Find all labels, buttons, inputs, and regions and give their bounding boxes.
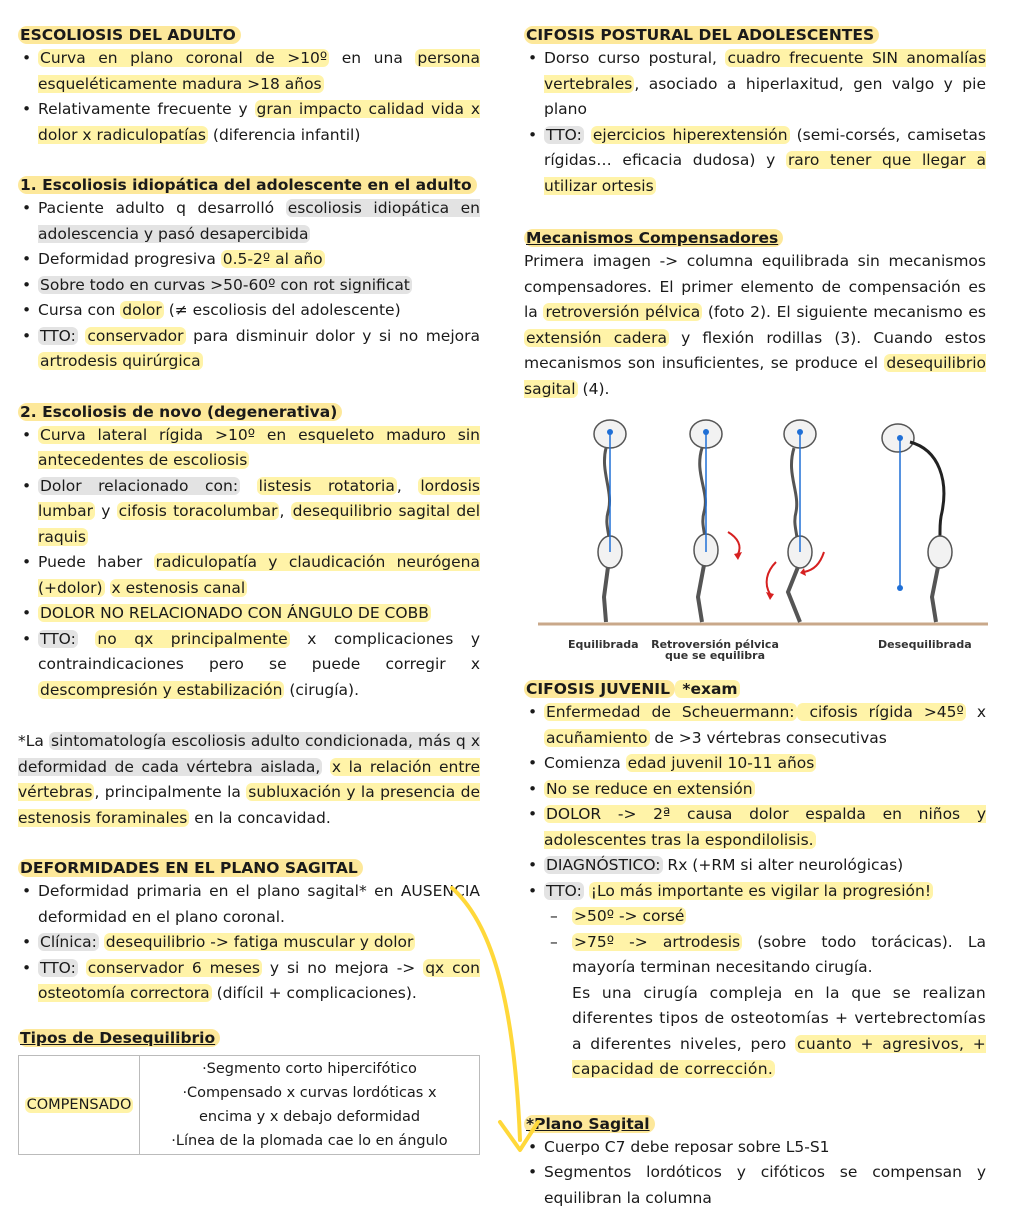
list-item: • Relativamente frecuente y gran impacto calidad vida x dolor x radiculopatías (diferencia infantil) bbox=[18, 97, 480, 148]
cirugia-paragraph: Es una cirugía compleja en la que se realizan diferentes tipos de osteotomías + vertebrectomías a diferentes niveles, pero cuanto + agresivos, + capacidad de corrección. bbox=[572, 983, 986, 1078]
section-title-tipos-desequilibrio: Tipos de Desequilibrio bbox=[18, 1027, 480, 1049]
mecanismos-paragraph: Primera imagen -> columna equilibrada sin mecanismos compensadores. El primer elemento de compensación es la retroversión pélvica (foto 2). El siguiente mecanismo es extensión cadera y flexión rodillas (3). Cuando estos mecanismos son insuficientes, se produce el desequilibrio sagital (4). bbox=[524, 252, 986, 398]
list-item: • Clínica: desequilibrio -> fatiga muscular y dolor bbox=[18, 930, 480, 956]
cifosis-postural-list bbox=[524, 46, 986, 199]
right-column bbox=[524, 24, 986, 1211]
section-title-mecanismos: Mecanismos Compensadores bbox=[524, 227, 986, 249]
idiopatica-list bbox=[18, 196, 480, 375]
table-cell-label: COMPENSADO bbox=[19, 1055, 140, 1154]
list-item: – >50º -> corsé bbox=[524, 904, 986, 930]
plano-sagital-note-list bbox=[524, 1135, 986, 1212]
list-item: • Dolor relacionado con: listesis rotatoria , lordosis lumbar y cifosis toracolumbar , desequilibrio sagital del raquis bbox=[18, 474, 480, 551]
left-column bbox=[18, 24, 480, 1155]
section-title-cifosis-juvenil: CIFOSIS JUVENIL *exam bbox=[526, 680, 738, 698]
list-item: • Segmentos lordóticos y cifóticos se compensan y equilibran la columna bbox=[524, 1160, 986, 1211]
list-item: • Dorso curso postural, cuadro frecuente SIN anomalías vertebrales , asociado a hiperlaxitud, gen valgo y pie plano bbox=[524, 46, 986, 123]
list-item: • Enfermedad de Scheuermann: cifosis rígida >45º x acuñamiento de >3 vértebras consecutivas bbox=[524, 700, 986, 751]
escoliosis-adulto-list bbox=[18, 46, 480, 148]
figure-label-retroversion: Retroversión pélvica que se equilibra bbox=[651, 638, 779, 662]
cifosis-juvenil-list bbox=[524, 700, 986, 981]
skeleton-retroversion bbox=[690, 420, 742, 622]
list-item: • Curva lateral rígida >10º en esqueleto maduro sin antecedentes de escoliosis bbox=[18, 423, 480, 474]
list-item: • TTO: ¡Lo más importante es vigilar la progresión! bbox=[524, 879, 986, 905]
list-item: • Deformidad progresiva 0.5-2º al año bbox=[18, 247, 480, 273]
list-item: • No se reduce en extensión bbox=[524, 777, 986, 803]
list-item: • TTO: no qx principalmente x complicaciones y contraindicaciones pero se puede corregir x descompresión y estabilización (cirugía). bbox=[18, 627, 480, 704]
list-item: • Cuerpo C7 debe reposar sobre L5-S1 bbox=[524, 1135, 986, 1161]
list-item: • Cursa con dolor (≠ escoliosis del adolescente) bbox=[18, 298, 480, 324]
plano-sagital-list bbox=[18, 879, 480, 1007]
section-title-plano-sagital-note: *Plano Sagital bbox=[524, 1113, 986, 1135]
list-item: • Sobre todo en curvas >50-60º con rot significat bbox=[18, 273, 480, 299]
section-title-plano-sagital: DEFORMIDADES EN EL PLANO SAGITAL bbox=[18, 857, 480, 879]
skeleton-desequilibrada bbox=[882, 424, 952, 622]
list-item: • Comienza edad juvenil 10-11 años bbox=[524, 751, 986, 777]
list-item: – >75º -> artrodesis (sobre todo torácicas). La mayoría terminan necesitando cirugía. bbox=[524, 930, 986, 981]
list-item: • DOLOR NO RELACIONADO CON ÁNGULO DE COBB bbox=[18, 601, 480, 627]
skeleton-equilibrada bbox=[594, 420, 626, 622]
section-title-escoliosis-adulto: ESCOLIOSIS DEL ADULTO bbox=[18, 24, 480, 46]
list-item: • TTO: ejercicios hiperextensión (semi-corsés, camisetas rígidas… eficacia dudosa) y raro tener que llegar a utilizar ortesis bbox=[524, 123, 986, 200]
list-item: • TTO: conservador 6 meses y si no mejora -> qx con osteotomía correctora (difícil + complicaciones). bbox=[18, 956, 480, 1007]
list-item: • TTO: conservador para disminuir dolor y si no mejora artrodesis quirúrgica bbox=[18, 324, 480, 375]
de-novo-list bbox=[18, 423, 480, 704]
note-paragraph: *La sintomatología escoliosis adulto condicionada, más q x deformidad de cada vértebra aislada, x la relación entre vértebras , principalmente la subluxación y la presencia de estenosis foraminales en la concavidad. bbox=[18, 732, 481, 827]
list-item: • Paciente adulto q desarrolló escoliosis idiopática en adolescencia y pasó desapercibida bbox=[18, 196, 480, 247]
section-title-de-novo: 2. Escoliosis de novo (degenerativa) bbox=[18, 401, 480, 423]
skeleton-illustration bbox=[538, 412, 988, 662]
list-item: • DOLOR -> 2ª causa dolor espalda en niños y adolescentes tras la espondilolisis. bbox=[524, 802, 986, 853]
list-item: • Puede haber radiculopatía y claudicación neurógena (+dolor) x estenosis canal bbox=[18, 550, 480, 601]
skeleton-compensated bbox=[766, 420, 824, 622]
figure-label-desequilibrada: Desequilibrada bbox=[878, 638, 972, 651]
table-row bbox=[19, 1055, 480, 1154]
sagital-compensation-figure bbox=[538, 412, 988, 662]
section-title-idiopatica: 1. Escoliosis idiopática del adolescente en el adulto bbox=[18, 174, 480, 196]
table-cell-description: ·Segmento corto hipercifótico ·Compensado x curvas lordóticas x encima y x debajo deformidad ·Línea de la plomada cae lo en ángulo bbox=[140, 1055, 480, 1154]
tipos-desequilibrio-table bbox=[18, 1055, 480, 1155]
list-item: • Deformidad primaria en el plano sagital* en AUSENCIA deformidad en el plano coronal. bbox=[18, 879, 480, 930]
list-item: • Curva en plano coronal de >10º en una persona esqueléticamente madura >18 años bbox=[18, 46, 480, 97]
figure-label-equilibrada: Equilibrada bbox=[568, 638, 639, 651]
list-item: • DIAGNÓSTICO: Rx (+RM si alter neurológicas) bbox=[524, 853, 986, 879]
section-title-cifosis-postural: CIFOSIS POSTURAL DEL ADOLESCENTES bbox=[524, 24, 986, 46]
